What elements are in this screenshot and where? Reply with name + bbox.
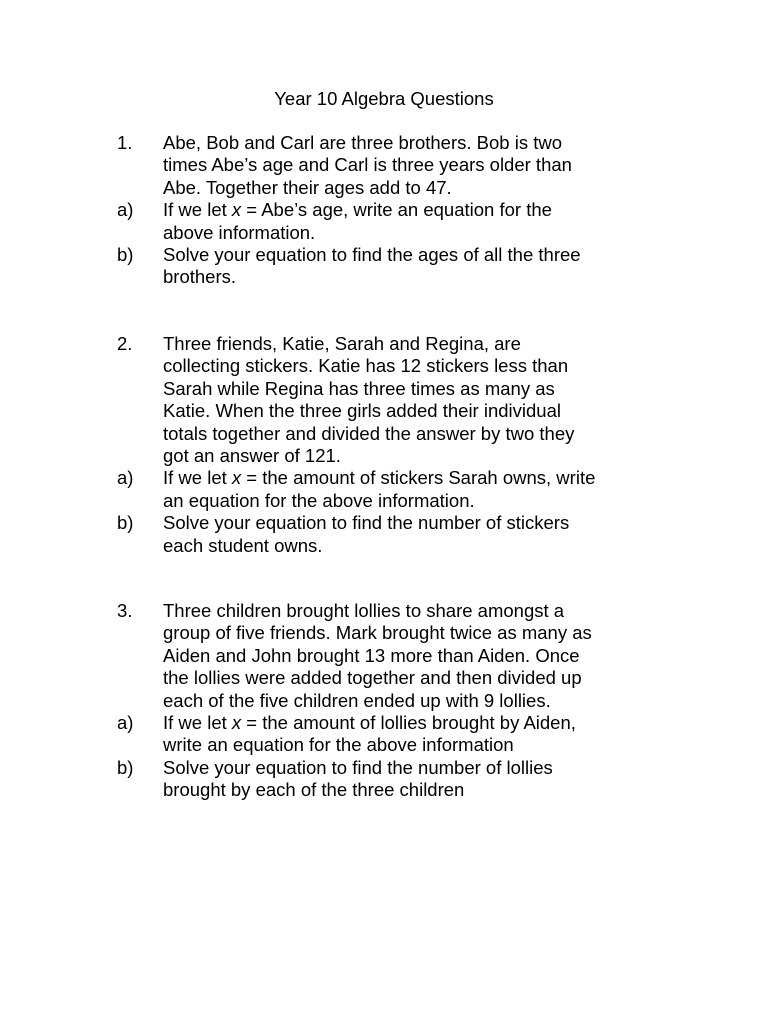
- part-text: If we let: [163, 467, 232, 489]
- part-b: [0, 535, 768, 557]
- part-text: = the amount of stickers Sarah owns, write: [241, 467, 596, 489]
- part-text: If we let: [163, 199, 232, 221]
- stem-line: got an answer of 121.: [163, 445, 341, 467]
- question-stem: [0, 132, 768, 154]
- question-stem: [0, 355, 768, 377]
- part-b: [0, 779, 768, 801]
- part-a: [0, 467, 768, 489]
- part-line: [163, 199, 653, 221]
- part-line: Solve your equation to find the ages of all the three: [163, 244, 581, 266]
- question-stem: [0, 690, 768, 712]
- question-stem: [0, 177, 768, 199]
- part-line: write an equation for the above information: [163, 734, 514, 756]
- stem-line: Sarah while Regina has three times as many as: [163, 377, 555, 399]
- question-stem: [0, 400, 768, 422]
- stem-line: Katie. When the three girls added their individual: [163, 400, 561, 422]
- part-text: If we let: [163, 712, 232, 734]
- question-stem: [0, 645, 768, 667]
- part-a: [0, 199, 768, 221]
- question-stem: [0, 600, 768, 622]
- stem-line: group of five friends. Mark brought twice as many as: [163, 622, 592, 644]
- question-number: 2.: [117, 333, 133, 354]
- question-stem: [0, 378, 768, 400]
- question-stem: [0, 154, 768, 176]
- part-a: [0, 734, 768, 756]
- stem-line: Three children brought lollies to share amongst a: [163, 600, 565, 621]
- stem-line: Abe, Bob and Carl are three brothers. Bob is two: [163, 132, 562, 153]
- part-b: [0, 512, 768, 534]
- part-label: a): [117, 712, 134, 734]
- part-label: b): [117, 512, 134, 534]
- stem-line: Three friends, Katie, Sarah and Regina, are: [163, 333, 521, 354]
- part-a: [0, 712, 768, 734]
- part-line: brothers.: [163, 266, 237, 288]
- stem-line: each of the five children ended up with 9 lollies.: [163, 689, 551, 711]
- document-title: Year 10 Algebra Questions: [274, 88, 494, 109]
- question-number: 3.: [117, 600, 133, 621]
- stem-line: Aiden and John brought 13 more than Aiden. Once: [163, 644, 580, 666]
- question-stem: [0, 333, 768, 355]
- stem-line: totals together and divided the answer by two they: [163, 422, 575, 444]
- stem-line: collecting stickers. Katie has 12 stickers less than: [163, 355, 569, 377]
- part-line: above information.: [163, 221, 316, 243]
- part-label: a): [117, 467, 134, 489]
- question-stem: [0, 622, 768, 644]
- part-line: brought by each of the three children: [163, 779, 465, 801]
- part-label: b): [117, 244, 134, 266]
- part-line: [163, 712, 653, 734]
- question-2: [0, 333, 768, 557]
- question-1: [0, 132, 768, 289]
- part-line: each student owns.: [163, 534, 323, 556]
- part-line: [163, 467, 653, 489]
- stem-line: Abe. Together their ages add to 47.: [163, 176, 452, 198]
- question-3: [0, 600, 768, 802]
- part-line: Solve your equation to find the number of lollies: [163, 756, 553, 778]
- stem-line: times Abe’s age and Carl is three years older than: [163, 154, 572, 176]
- part-label: a): [117, 199, 134, 221]
- part-text: = Abe’s age, write an equation for the: [241, 199, 552, 221]
- question-stem: [0, 667, 768, 689]
- part-a: [0, 490, 768, 512]
- variable-x: x: [231, 467, 242, 489]
- part-b: [0, 244, 768, 266]
- part-label: b): [117, 756, 134, 778]
- question-stem: [0, 423, 768, 445]
- question-stem: [0, 445, 768, 467]
- part-text: = the amount of lollies brought by Aiden,: [241, 712, 576, 734]
- variable-x: x: [231, 199, 242, 221]
- part-b: [0, 757, 768, 779]
- question-number: 1.: [117, 132, 133, 153]
- variable-x: x: [231, 712, 242, 734]
- part-b: [0, 266, 768, 288]
- part-line: an equation for the above information.: [163, 489, 475, 511]
- part-a: [0, 222, 768, 244]
- part-line: Solve your equation to find the number of stickers: [163, 512, 570, 534]
- stem-line: the lollies were added together and then divided up: [163, 667, 582, 689]
